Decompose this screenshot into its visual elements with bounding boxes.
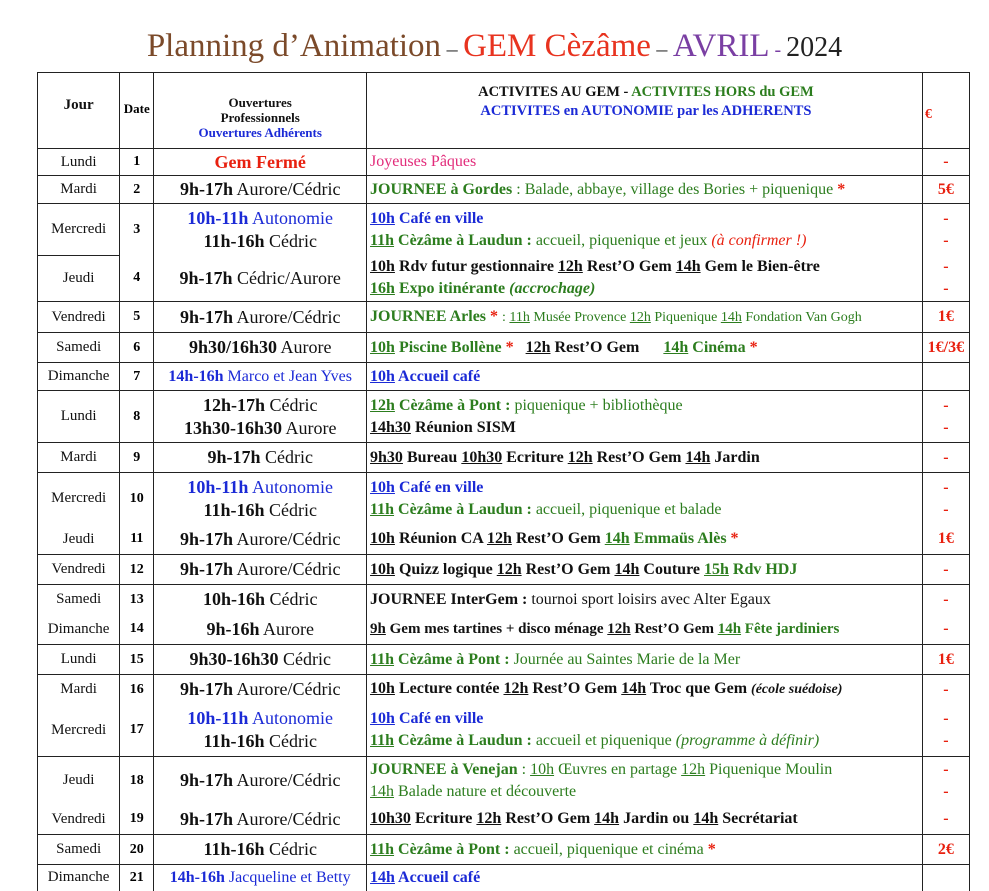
header-euro: € — [922, 73, 969, 149]
table-row: Vendredi 5 9h-17h Aurore/Cédric JOURNEE Arles * : 11h Musée Provence 12h Piquenique 14h Fondation Van Gogh 1€ — [38, 302, 970, 333]
table-row: Lundi 8 12h-17h Cédric 13h30-16h30 Aurore 12h Cèzâme à Pont : piquenique + bibliothèque 14h30 Réunion SISM - - — [38, 391, 970, 443]
table-row: Samedi 6 9h30/16h30 Aurore 10h Piscine Bollène * 12h Rest’O Gem 14h Cinéma * 1€/3€ — [38, 333, 970, 363]
table-row: Dimanche 14 9h-16h Aurore 9h Gem mes tartines + disco ménage 12h Rest’O Gem 14h Fête jardiniers - — [38, 615, 970, 645]
table-row: Mercredi 3 10h-11h Autonomie 11h-16h Cédric 10h Café en ville 11h Cèzâme à Laudun : accueil, piquenique et jeux (à confirmer !) - - — [38, 204, 970, 256]
table-row: Mercredi 17 10h-11h Autonomie 11h-16h Cédric 10h Café en ville 11h Cèzâme à Laudun : accueil et piquenique (programme à définir) - - — [38, 705, 970, 757]
table-row: Dimanche 21 14h-16h Jacqueline et Betty 14h Accueil café — [38, 865, 970, 891]
table-row: Lundi 1 Gem Fermé Joyeuses Pâques - — [38, 149, 970, 176]
table-row: Vendredi 12 9h-17h Aurore/Cédric 10h Quizz logique 12h Rest’O Gem 14h Couture 15h Rdv HDJ - — [38, 555, 970, 585]
table-row: Mercredi 10 10h-11h Autonomie 11h-16h Cédric 10h Café en ville 11h Cèzâme à Laudun : accueil, piquenique et balade - - — [38, 473, 970, 525]
table-row: Dimanche 7 14h-16h Marco et Jean Yves 10h Accueil café — [38, 363, 970, 391]
table-row: Mardi 9 9h-17h Cédric 9h30 Bureau 10h30 Ecriture 12h Rest’O Gem 14h Jardin - — [38, 443, 970, 473]
table-row: Vendredi 19 9h-17h Aurore/Cédric 10h30 Ecriture 12h Rest’O Gem 14h Jardin ou 14h Secrétariat - — [38, 805, 970, 835]
table-row: Samedi 13 10h-16h Cédric JOURNEE InterGem : tournoi sport loisirs avec Alter Egaux - — [38, 585, 970, 615]
table-row: Lundi 15 9h30-16h30 Cédric 11h Cèzâme à Pont : Journée au Saintes Marie de la Mer 1€ — [38, 645, 970, 675]
table-row: Mardi 2 9h-17h Aurore/Cédric JOURNEE à Gordes : Balade, abbaye, village des Bories + piquenique * 5€ — [38, 176, 970, 204]
table-row: Jeudi 11 9h-17h Aurore/Cédric 10h Réunion CA 12h Rest’O Gem 14h Emmaüs Alès * 1€ — [38, 525, 970, 555]
table-row: Jeudi 18 9h-17h Aurore/Cédric JOURNEE à Venejan : 10h Œuvres en partage 12h Piquenique Moulin 14h Balade nature et découverte - - — [38, 757, 970, 805]
header-activites: ACTIVITES AU GEM - ACTIVITES HORS du GEM ACTIVITES en AUTONOMIE par les ADHERENTS — [367, 73, 923, 149]
table-row: Mardi 16 9h-17h Aurore/Cédric 10h Lecture contée 12h Rest’O Gem 14h Troc que Gem (école suédoise) - — [38, 675, 970, 705]
table-header — [38, 73, 970, 149]
header-date: Date — [120, 73, 154, 149]
header-jour: Jour — [38, 73, 120, 149]
table-row: Samedi 20 11h-16h Cédric 11h Cèzâme à Pont : accueil, piquenique et cinéma * 2€ — [38, 835, 970, 865]
table-row: Jeudi 4 9h-17h Cédric/Aurore 10h Rdv futur gestionnaire 12h Rest’O Gem 14h Gem le Bien-être 16h Expo itinérante (accrochage) - - — [38, 256, 970, 302]
header-ouvertures: Ouvertures Professionnels Ouvertures Adhérents — [154, 73, 367, 149]
page-title: Planning d’Animation – GEM Cèzâme – AVRIL - 2024 — [146, 28, 843, 64]
planning-table — [37, 72, 970, 891]
